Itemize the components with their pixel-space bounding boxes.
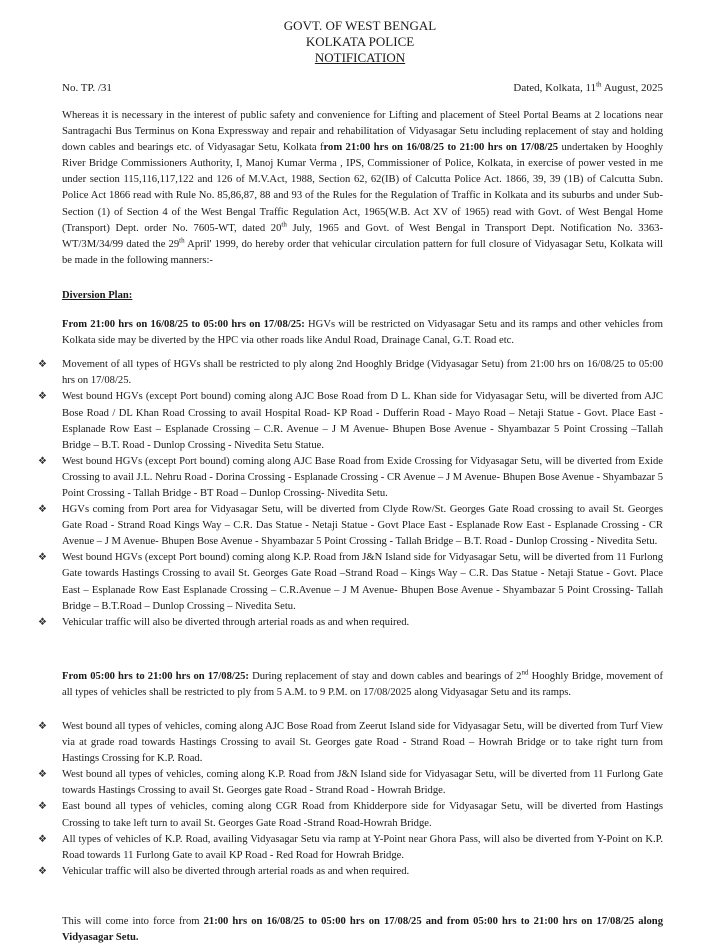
issue-date: Dated, Kolkata, 11th August, 2025 [513,80,663,94]
diamond-bullet-icon: ❖ [38,833,47,845]
slot1-paragraph: From 21:00 hrs on 16/08/25 to 05:00 hrs on 17/08/25: HGVs will be restricted on Vidyasagar Setu and its ramps and other vehicles from Kolkata side may be diverted by the HPC via other roads like Andul Road, Drainage Canal, G.T. Road etc. [62,319,663,347]
diamond-bullet-icon: ❖ [38,552,47,564]
reference-number: No. TP. /31 [62,82,112,94]
list-item: ❖ East bound all types of vehicles, coming along CGR Road from Khidderpore side for Vidyasagar Setu, will be diverted from Hastings Crossing to take left turn to avail St. Georges Gate Road -Strand Road-Howrah Bridge. [38,801,663,829]
list-item: ❖ Vehicular traffic will also be diverted through arterial roads as and when required. [62,864,663,880]
police-title: KOLKATA POLICE [305,34,415,49]
list-item: ❖ Vehicular traffic will also be diverted through arterial roads as and when required. [62,615,663,631]
slot1-bullet-list [38,357,663,631]
preamble-paragraph: Whereas it is necessary in the interest of public safety and convenience for Lifting and placement of Steel Portal Beams at 2 locations near Santragachi Bus Terminus on Kona Expressway and repair and rehabilitation of Vidyasagar Setu including replacement of stay and holding down cables and bearings etc. of Vidyasagar Setu, Kolkata from 21:00 hrs on 16/08/25 to 21:00 hrs on 17/08/25 undertaken by Hooghly River Bridge Commissioners Authority, I, Manoj Kumar Verma , IPS, Commissioner of Police, Kolkata, in exercise of power vested in me under section 115,116,117,122 and 126 of M.V.Act, 1988, Section 62, 62(IB) of Calcutta Police Act. 1866, 39, 39 (1B) of Calcutta Subn. Police Act 1866 read with Rule No. 85,86,87, 88 and 93 of the Rules for the Regulation of Traffic in Kolkata and its suburbs and under Sub-Section (1) of Section 4 of the West Bengal Traffic Regulation Act, 1965(W.B. Act XV of 1965) read with Govt. of West Bengal Home (Transport) Dept. order No. 7605-WT, dated 20th July, 1965 and Govt. of West Bengal in Transport Dept. Notification No. 3363-WT/3M/34/99 dated the 29th April' 1999, do hereby order that vehicular circulation pattern for full closure of Vidyasagar Setu, Kolkata will be made in the following manners:- [62,110,664,266]
letterhead [0,0,720,66]
list-item: ❖ West bound HGVs (except Port bound) coming along K.P. Road from J&N Island side for Vidyasagar Setu, will be diverted from 11 Furlong Gate towards Hastings Crossing to avail St. Georges Gate Road –Strand Road – Kings Way – C.R. Das Statue - Netaji Statue - Govt. Place East – Esplanade Row East Esplanade Crossing – C.R.Avenue – J M Avenue- Bhupen Bose Avenue - Shyambazar 5 Point Crossing- Tallah Bridge – B.T.Road – Dunlop Crossing – Nivedita Setu. [38,552,663,612]
slot2-bullet-list [38,719,663,880]
diamond-bullet-icon: ❖ [38,865,47,877]
diamond-bullet-icon: ❖ [38,359,47,371]
diamond-bullet-icon: ❖ [38,721,47,732]
list-item: ❖ West bound all types of vehicles, coming along K.P. Road from J&N Island side for Vidyasagar Setu, will be diverted from 11 Furlong Gate towards Hastings Crossing to avail St. Georges gate Road - Strand Road - Howrah Bridge. [38,769,663,797]
diamond-bullet-icon: ❖ [38,801,47,813]
reference-line [62,82,663,94]
govt-title: GOVT. OF WEST BENGAL [283,18,437,33]
notification-body [38,108,664,946]
slot2-paragraph: From 05:00 hrs to 21:00 hrs on 17/08/25: During replacement of stay and down cables and bearings of 2nd Hooghly Bridge, movement of all types of vehicles shall be restricted to ply from 5 A.M. to 9 P.M. on 17/08/2025 along Vidyasagar Setu and its ramps. [62,668,663,698]
list-item: ❖ HGVs coming from Port area for Vidyasagar Setu, will be diverted from Clyde Row/St. Georges Gate Road crossing to avail St. Georges Gate Road - Strand Road Kings Way – C.R. Das Statue - Netaji Statue - Govt Place East - Esplanade Row East - Esplanade Crossing - CR Avenue – J M Avenue- Bhupen Bose Avenue - Shyambazar 5 Point Crossing - Tallah Bridge – B.T. Road - Dunlop Crossing - Nivedita Setu. [38,504,663,548]
diamond-bullet-icon: ❖ [38,391,47,403]
diversion-plan-heading: Diversion Plan: [62,289,133,301]
diamond-bullet-icon: ❖ [38,455,47,467]
list-item: ❖ West bound all types of vehicles, coming along AJC Bose Road from Zeerut Island side for Vidyasagar Setu, will be diverted from Turf View via at grade road towards Hastings Crossing to avail St. Georges gate Road - Strand Road – Howrah Bridge or to take right turn from Hastings Crossing for K.P. Road. [38,721,663,765]
list-item: ❖ Movement of all types of HGVs shall be restricted to ply along 2nd Hooghly Bridge (Vidyasagar Setu) from 21:00 hrs on 16/08/25 to 05:00 hrs on 17/08/25. [38,359,663,387]
diamond-bullet-icon: ❖ [38,769,47,781]
diamond-bullet-icon: ❖ [38,616,47,628]
enforcement-paragraph: This will come into force from 21:00 hrs on 16/08/25 to 05:00 hrs on 17/08/25 and from 05:00 hrs to 21:00 hrs on 17/08/25 along Vidyasagar Setu. [62,915,663,944]
diamond-bullet-icon: ❖ [38,504,47,516]
list-item: ❖ All types of vehicles of K.P. Road, availing Vidyasagar Setu via ramp at Y-Point near Ghora Pass, will also be diverted from Y-Point on K.P. Road towards 11 Furlong Gate to avail KP Road - Red Road for Howrah Bridge. [38,833,663,861]
notification-title: NOTIFICATION [314,50,406,65]
list-item: ❖ West bound HGVs (except Port bound) coming along AJC Base Road from Exide Crossing for Vidyasagar Setu, will be diverted from Exide Crossing to avail J.L. Nehru Road - Dorina Crossing - Esplanade Crossing - CR Avenue – J M Avenue- Bhupen Bose Avenue - Shyambazar 5 Point Crossing - Tallah Bridge - BT Road – Dunlop Crossing- Nivedita Setu. [38,455,663,499]
list-item: ❖ West bound HGVs (except Port bound) coming along AJC Bose Road from D L. Khan side for Vidyasagar Setu, will be diverted from AJC Bose Road / DL Khan Road Crossing to avail Hospital Road- KP Road - Dufferin Road - Mayo Road – Netaji Statue - Govt. Place East - Esplanade Row East – Esplanade Crossing – C.R. Avenue – J M Avenue- Bhupen Bose Avenue - Shyambazar 5 Point Crossing –Tallah Bridge – B.T. Road - Dunlop Crossing - Nivedita Setu Statue. [38,391,663,451]
